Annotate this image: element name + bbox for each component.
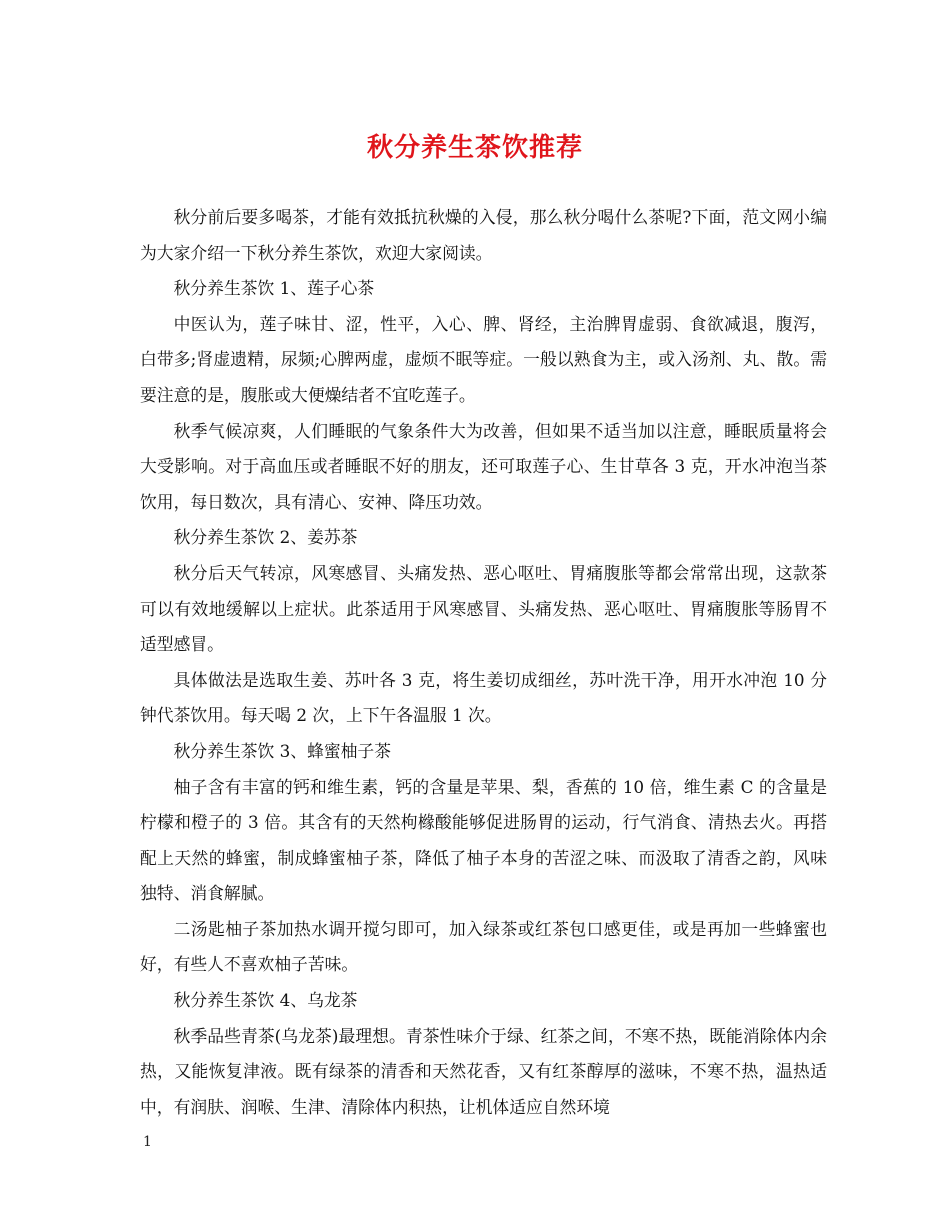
- section-heading-ginger-perilla-tea: 秋分养生茶饮 2、姜苏茶: [173, 527, 358, 548]
- section-heading-oolong-tea: 秋分养生茶饮 4、乌龙茶: [173, 990, 358, 1011]
- intro-paragraph: 秋分前后要多喝茶，才能有效抵抗秋燥的入侵，那么秋分喝什么茶呢?下面，范文网小编为大家介绍一下秋分养生茶饮，欢迎大家阅读。: [140, 207, 827, 263]
- body-paragraph: 二汤匙柚子茶加热水调开搅匀即可，加入绿茶或红茶包口感更佳，或是再加一些蜂蜜也好，有些人不喜欢柚子苦味。: [140, 918, 827, 975]
- document-title: 秋分养生茶饮推荐: [366, 133, 583, 163]
- section-heading-honey-citron-tea: 秋分养生茶饮 3、蜂蜜柚子茶: [173, 740, 391, 761]
- section-heading-lotus-tea: 秋分养生茶饮 1、莲子心茶: [173, 278, 375, 299]
- body-paragraph: 秋季气候凉爽，人们睡眠的气象条件大为改善，但如果不适当加以注意，睡眠质量将会大受影响。对于高血压或者睡眠不好的朋友，还可取莲子心、生甘草各 3 克，开水冲泡当茶饮用，每日数次，具有清心、安神、降压功效。: [140, 420, 827, 512]
- page-number: 1: [143, 1134, 152, 1150]
- body-paragraph: 中医认为，莲子味甘、涩，性平，入心、脾、肾经，主治脾胃虚弱、食欲减退，腹泻，白带多;肾虚遗精，尿频;心脾两虚，虚烦不眠等症。一般以熟食为主，或入汤剂、丸、散。需要注意的是，腹胀或大便燥结者不宜吃莲子。: [140, 313, 827, 405]
- body-paragraph: 柚子含有丰富的钙和维生素，钙的含量是苹果、梨，香蕉的 10 倍，维生素 C 的含量是柠檬和橙子的 3 倍。其含有的天然枸橼酸能够促进肠胃的运动，行气消食、清热去火。再搭配上天然的蜂蜜，制成蜂蜜柚子茶，降低了柚子本身的苦涩之味、而汲取了清香之韵，风味独特、消食解腻。: [140, 776, 827, 904]
- body-paragraph: 秋季品些青茶(乌龙茶)最理想。青茶性味介于绿、红茶之间，不寒不热，既能消除体内余热，又能恢复津液。既有绿茶的清香和天然花香，又有红茶醇厚的滋味，不寒不热，温热适中，有润肤、润喉、生津、清除体内积热，让机体适应自然环境: [140, 1025, 827, 1117]
- document-body: [140, 200, 827, 1125]
- body-paragraph: 秋分后天气转凉，风寒感冒、头痛发热、恶心呕吐、胃痛腹胀等都会常常出现，这款茶可以有效地缓解以上症状。此茶适用于风寒感冒、头痛发热、恶心呕吐、胃痛腹胀等肠胃不适型感冒。: [140, 562, 827, 655]
- body-paragraph: 具体做法是选取生姜、苏叶各 3 克，将生姜切成细丝，苏叶洗干净，用开水冲泡 10 分钟代茶饮用。每天喝 2 次，上下午各温服 1 次。: [140, 669, 827, 726]
